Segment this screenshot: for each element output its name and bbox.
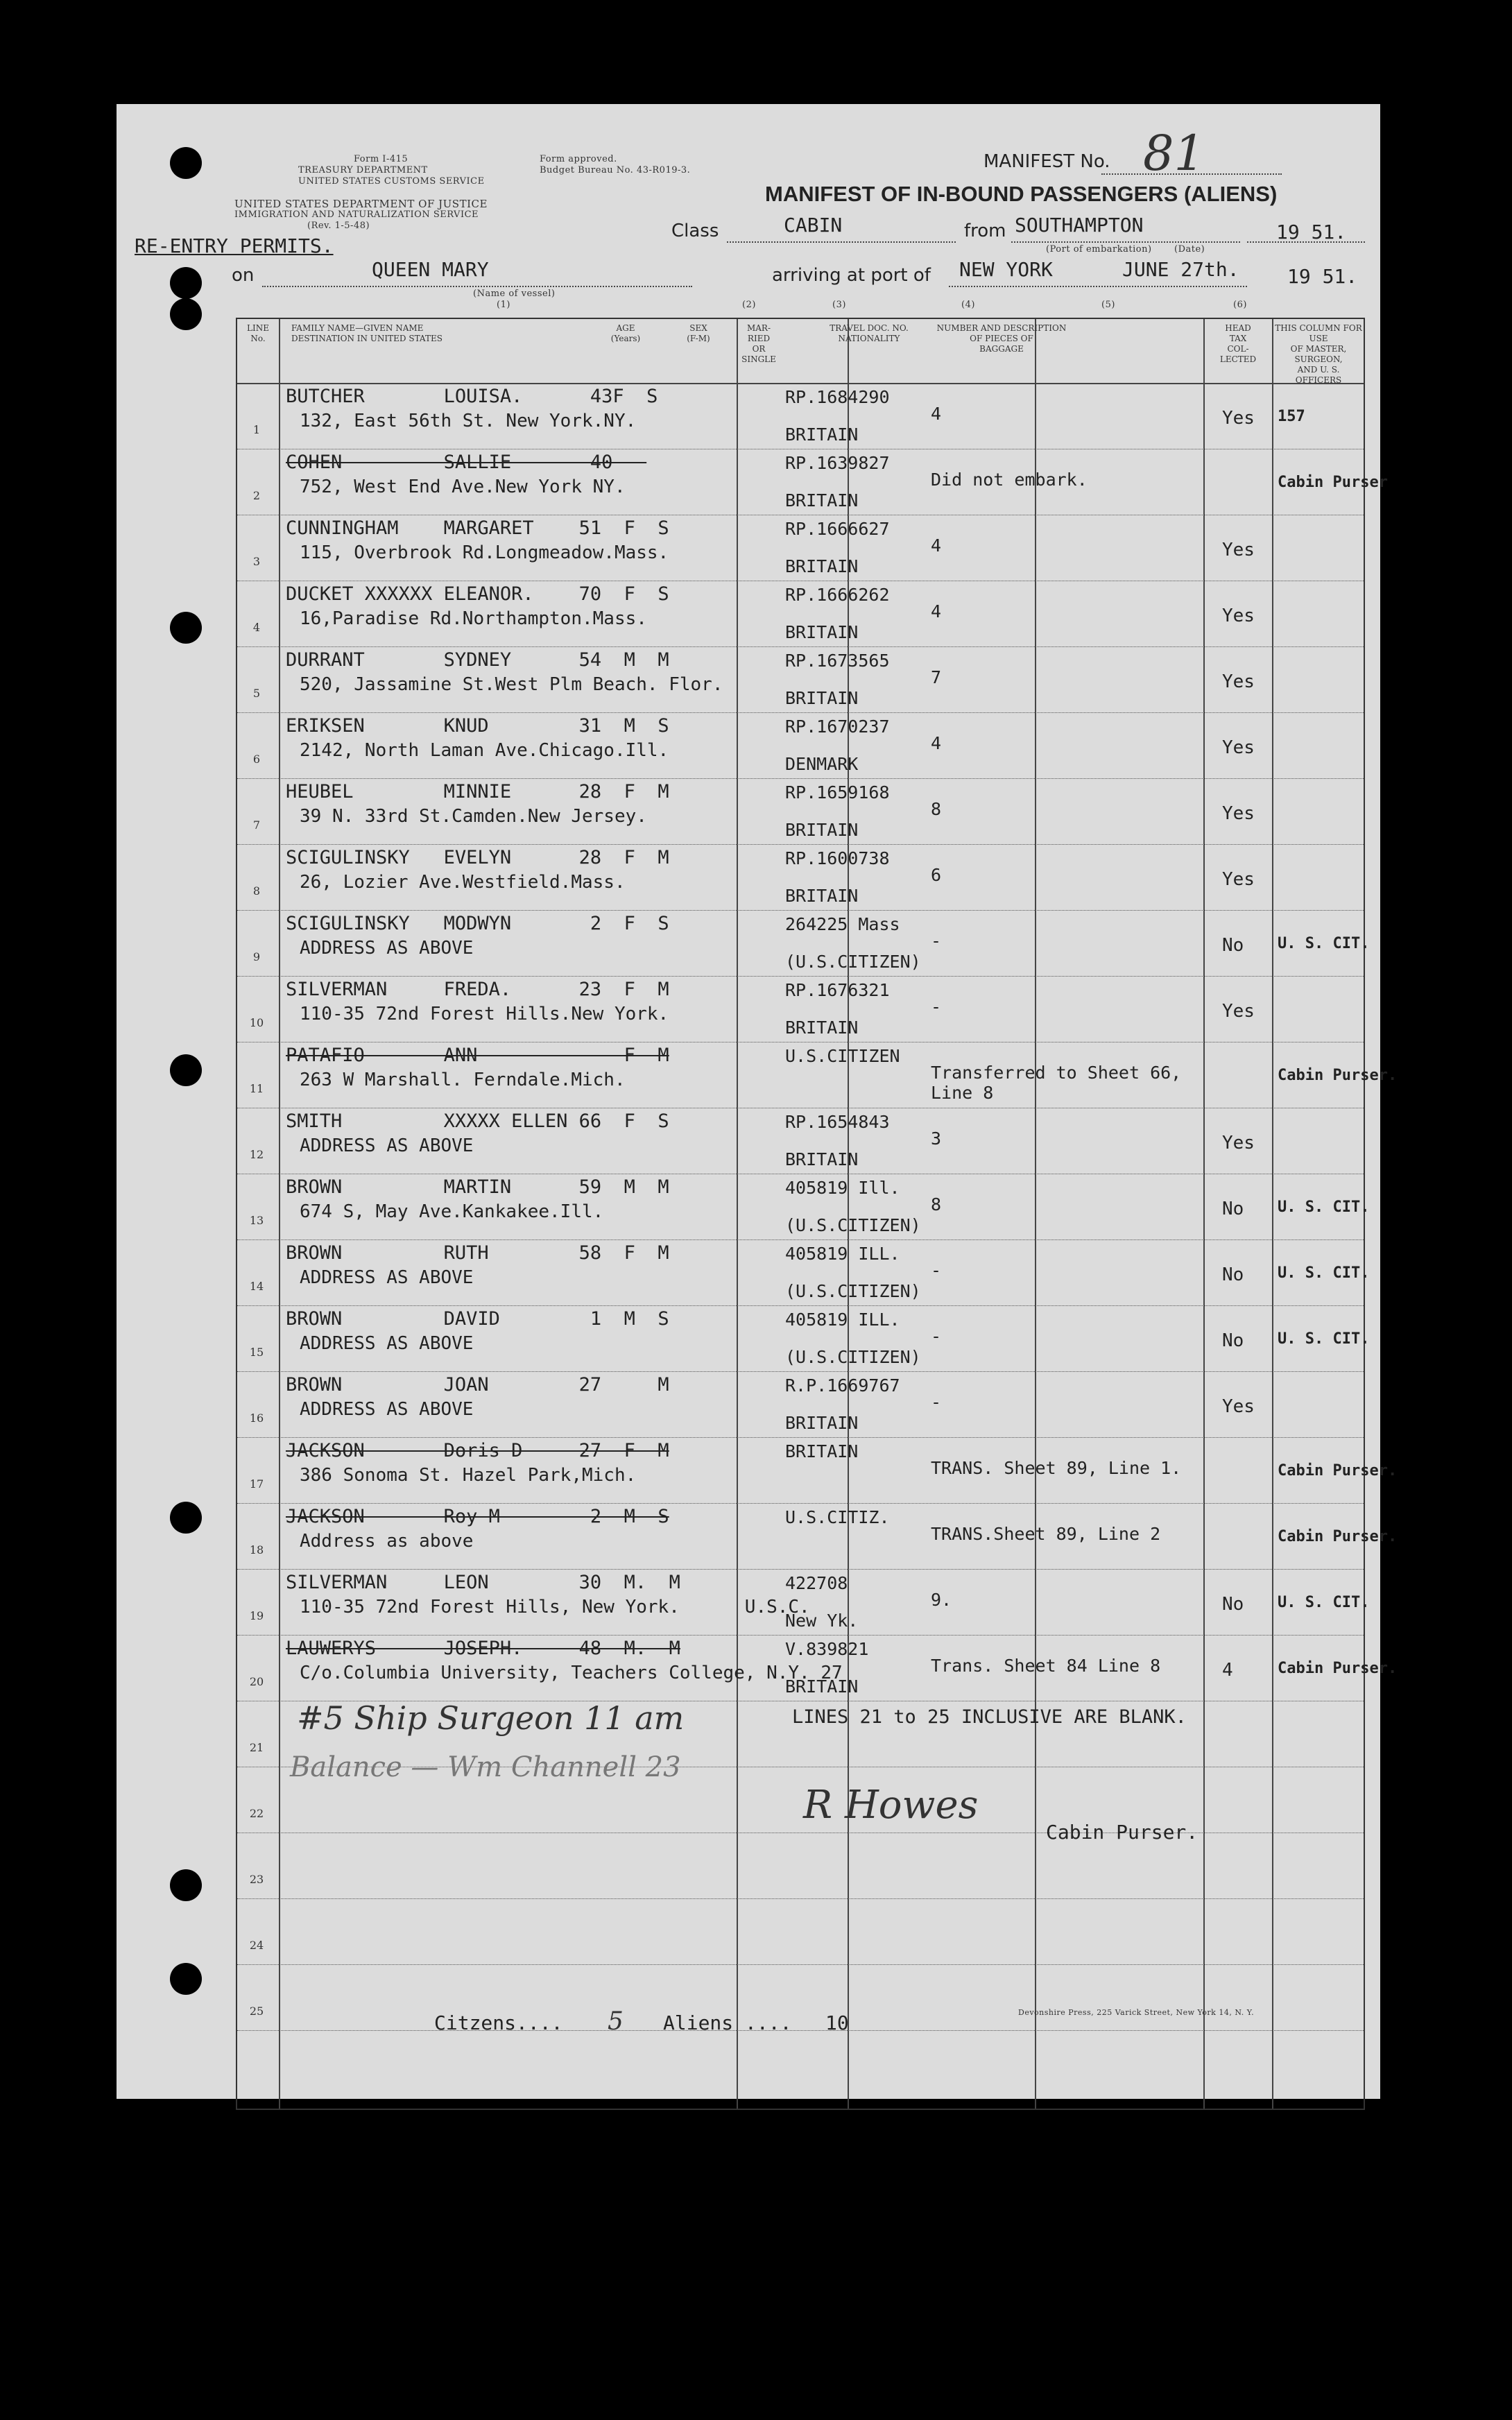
officer-notes: U. S. CIT. — [1278, 1330, 1370, 1348]
col-header-name: FAMILY NAME—GIVEN NAME DESTINATION IN UNITED STATES — [291, 323, 443, 343]
passenger-address: Address as above — [300, 1531, 474, 1552]
passenger-name-line: CUNNINGHAM MARGARET 51 F S — [286, 517, 669, 539]
line-number: 13 — [249, 1214, 264, 1227]
officer-notes: 157 — [1278, 408, 1305, 425]
class-label: Class — [671, 221, 719, 241]
nationality: BRITAIN — [785, 622, 859, 642]
baggage-count: 4 — [931, 733, 942, 753]
passenger-name-line: JACKSON Roy M 2 M S — [286, 1506, 669, 1527]
manifest-number-label: MANIFEST No. — [983, 151, 1110, 172]
nationality: BRITAIN — [785, 556, 859, 576]
passenger-address: 110-35 72nd Forest Hills, New York. U.S.C. — [300, 1597, 810, 1617]
manifest-page — [117, 104, 1398, 2099]
nationality: (U.S.CITIZEN) — [785, 1347, 921, 1367]
travel-doc-number: RP.1654843 — [785, 1112, 890, 1132]
signature-caption: Cabin Purser. — [1046, 1821, 1199, 1844]
passenger-name-line: BROWN DAVID 1 M S — [286, 1308, 669, 1330]
passenger-name-line: DURRANT SYDNEY 54 M M — [286, 649, 669, 671]
passenger-address: ADDRESS AS ABOVE — [300, 1135, 474, 1156]
head-tax: Yes — [1222, 408, 1255, 429]
col-num-2: (2) — [742, 300, 756, 310]
cabin-purser-signature: R Howes — [803, 1783, 979, 1828]
passenger-name-line: BROWN RUTH 58 F M — [286, 1242, 669, 1264]
passenger-name-line: BUTCHER LOUISA. 43F S — [286, 386, 658, 407]
passenger-name-line: LAUWERYS JOSEPH. 48 M. M — [286, 1638, 680, 1659]
passenger-address: ADDRESS AS ABOVE — [300, 1267, 474, 1288]
baggage-count: - — [931, 1260, 942, 1280]
col-header-head-tax: HEAD TAX COL- LECTED — [1219, 323, 1257, 364]
travel-doc-number: RP.1600738 — [785, 848, 890, 868]
officer-notes: Cabin Purser. — [1278, 1660, 1398, 1677]
nationality: BRITAIN — [785, 424, 859, 445]
line-number: 1 — [252, 423, 261, 436]
line-number: 25 — [249, 2005, 264, 2018]
col-num-1: (1) — [497, 300, 510, 310]
immigration-service: IMMIGRATION AND NATURALIZATION SERVICE — [234, 209, 479, 220]
head-tax: Yes — [1222, 1133, 1255, 1153]
passenger-address: 115, Overbrook Rd.Longmeadow.Mass. — [300, 542, 669, 563]
passenger-name-line: BROWN JOAN 27 M — [286, 1374, 669, 1396]
col-header-sex: SEX (F-M) — [687, 323, 710, 343]
line-number: 7 — [252, 818, 261, 832]
travel-doc-number: 405819 ILL. — [785, 1310, 900, 1330]
officer-notes: Cabin Purser. — [1278, 1462, 1398, 1479]
baggage-count: 7 — [931, 667, 942, 687]
passenger-address: 16,Paradise Rd.Northampton.Mass. — [300, 608, 647, 629]
travel-doc-number: U.S.CITIZEN — [785, 1046, 900, 1066]
baggage-count: - — [931, 1392, 942, 1412]
passenger-address: 2142, North Laman Ave.Chicago.Ill. — [300, 740, 669, 761]
nationality: (U.S.CITIZEN) — [785, 1281, 921, 1301]
travel-doc-number: V.839821 — [785, 1639, 869, 1659]
binder-hole — [170, 612, 202, 644]
col-num-4: (4) — [961, 300, 975, 310]
line-number: 15 — [249, 1346, 264, 1359]
passenger-address: 263 W Marshall. Ferndale.Mich. — [300, 1070, 626, 1090]
head-tax: No — [1222, 1594, 1244, 1615]
binder-hole — [170, 1963, 202, 1995]
baggage-count: Trans. Sheet 84 Line 8 — [931, 1656, 1161, 1676]
line-number: 12 — [249, 1148, 264, 1161]
passenger-address: ADDRESS AS ABOVE — [300, 1399, 474, 1420]
blank-lines-note: LINES 21 to 25 INCLUSIVE ARE BLANK. — [792, 1706, 1187, 1728]
line-number: 19 — [249, 1609, 264, 1622]
nationality: DENMARK — [785, 754, 859, 774]
line-number: 21 — [249, 1741, 264, 1754]
officer-notes: Cabin Purser. — [1278, 1528, 1398, 1545]
head-tax: Yes — [1222, 1396, 1255, 1417]
baggage-count: 8 — [931, 799, 942, 819]
officer-notes: U. S. CIT. — [1278, 935, 1370, 952]
baggage-count: - — [931, 931, 942, 951]
head-tax: Yes — [1222, 803, 1255, 824]
baggage-count: 6 — [931, 865, 942, 885]
travel-doc-number: BRITAIN — [785, 1441, 859, 1461]
date-caption: (Date) — [1174, 244, 1205, 255]
officer-notes: U. S. CIT. — [1278, 1594, 1370, 1611]
col-header-married: MAR- RIED OR SINGLE — [741, 323, 776, 364]
line-number: 3 — [252, 555, 261, 568]
aliens-count: 10 — [825, 2011, 849, 2034]
form-revision: (Rev. 1-5-48) — [307, 221, 370, 231]
nationality: BRITAIN — [785, 1676, 859, 1697]
col-header-baggage: NUMBER AND DESCRIPTION OF PIECES OF BAGGAGE — [936, 323, 1067, 354]
line-number: 11 — [249, 1082, 264, 1095]
col-num-5: (5) — [1101, 300, 1115, 310]
line-number: 14 — [249, 1280, 264, 1293]
nationality: BRITAIN — [785, 1413, 859, 1433]
manifest-title: MANIFEST OF IN-BOUND PASSENGERS (ALIENS) — [765, 182, 1278, 206]
line-number: 24 — [249, 1939, 264, 1952]
line-number: 9 — [252, 950, 261, 963]
justice-dept: UNITED STATES DEPARTMENT OF JUSTICE — [234, 198, 488, 210]
arriving-label: arriving at port of — [772, 265, 931, 286]
head-tax: No — [1222, 1330, 1244, 1351]
passenger-name-line: SILVERMAN FREDA. 23 F M — [286, 979, 669, 1000]
travel-doc-number: 264225 Mass — [785, 914, 900, 934]
passenger-address: 674 S, May Ave.Kankakee.Ill. — [300, 1201, 604, 1222]
nationality: BRITAIN — [785, 886, 859, 906]
passenger-address: 110-35 72nd Forest Hills.New York. — [300, 1004, 669, 1024]
officer-notes: U. S. CIT. — [1278, 1264, 1370, 1282]
travel-doc-number: RP.1659168 — [785, 782, 890, 803]
baggage-count: 4 — [931, 535, 942, 556]
passenger-address: 386 Sonoma St. Hazel Park,Mich. — [300, 1465, 637, 1486]
travel-doc-number: RP.1676321 — [785, 980, 890, 1000]
baggage-count: - — [931, 997, 942, 1017]
binder-hole — [170, 147, 202, 179]
line-number: 5 — [252, 687, 261, 700]
line-number: 8 — [252, 884, 261, 898]
passenger-address: 132, East 56th St. New York.NY. — [300, 411, 637, 431]
port-of-embarkation: SOUTHAMPTON — [1015, 214, 1144, 237]
surgeon-note: #5 Ship Surgeon 11 am — [297, 1699, 685, 1737]
line-number: 18 — [249, 1543, 264, 1556]
baggage-count: 3 — [931, 1129, 942, 1149]
passenger-address: 752, West End Ave.New York NY. — [300, 477, 626, 497]
head-tax: Yes — [1222, 1001, 1255, 1022]
baggage-count: 8 — [931, 1194, 942, 1215]
manifest-number: 81 — [1143, 125, 1205, 182]
budget-bureau: Budget Bureau No. 43-R019-3. — [540, 165, 691, 175]
passenger-address: ADDRESS AS ABOVE — [300, 1333, 474, 1354]
travel-doc-number: RP.1673565 — [785, 651, 890, 671]
balance-note: Balance — Wm Channell 23 — [290, 1751, 681, 1783]
aliens-label: Aliens .... — [663, 2011, 792, 2034]
form-id: Form I-415 — [354, 154, 409, 164]
binder-hole — [170, 298, 202, 330]
line-number: 20 — [249, 1675, 264, 1688]
col-num-6: (6) — [1233, 300, 1247, 310]
travel-doc-number: R.P.1669767 — [785, 1375, 900, 1396]
nationality: BRITAIN — [785, 820, 859, 840]
officer-notes: Cabin Purser. — [1278, 1067, 1398, 1084]
class-value: CABIN — [784, 214, 843, 237]
passenger-name-line: COHEN SALLIE 40 — [286, 452, 647, 473]
head-tax: Yes — [1222, 737, 1255, 758]
travel-doc-number: RP.1639827 — [785, 453, 890, 473]
binder-hole — [170, 1502, 202, 1534]
head-tax: Yes — [1222, 869, 1255, 890]
passenger-name-line: BROWN MARTIN 59 M M — [286, 1176, 669, 1198]
col-header-age: AGE (Years) — [610, 323, 641, 343]
baggage-count: TRANS.Sheet 89, Line 2 — [931, 1524, 1161, 1544]
passenger-name-line: SCIGULINSKY EVELYN 28 F M — [286, 847, 669, 868]
passenger-address: 520, Jassamine St.West Plm Beach. Flor. — [300, 674, 723, 695]
line-number: 2 — [252, 489, 261, 502]
nationality: New Yk. — [785, 1611, 859, 1631]
officer-notes: Cabin Purser — [1278, 474, 1388, 491]
head-tax: No — [1222, 1264, 1244, 1285]
line-number: 4 — [252, 621, 261, 634]
form-approved: Form approved. — [540, 154, 617, 164]
line-number: 10 — [249, 1016, 264, 1029]
travel-doc-number: RP.1684290 — [785, 387, 890, 407]
binder-hole — [170, 267, 202, 299]
officer-notes: U. S. CIT. — [1278, 1199, 1370, 1216]
on-label: on — [232, 265, 255, 286]
from-label: from — [964, 221, 1006, 241]
travel-doc-number: U.S.CITIZ. — [785, 1507, 890, 1527]
nationality: (U.S.CITIZEN) — [785, 1215, 921, 1235]
vessel-name: QUEEN MARY — [372, 258, 489, 281]
passenger-address: ADDRESS AS ABOVE — [300, 938, 474, 959]
baggage-count: 4 — [931, 601, 942, 621]
passenger-name-line: DUCKET XXXXXX ELEANOR. 70 F S — [286, 583, 669, 605]
passenger-name-line: JACKSON Doris D 27 F M — [286, 1440, 669, 1461]
baggage-count: 4 — [931, 404, 942, 424]
binder-hole — [170, 1869, 202, 1901]
reentry-permits: RE-ENTRY PERMITS. — [135, 234, 334, 257]
col-header-officers: THIS COLUMN FOR USE OF MASTER, SURGEON, AND U. S. OFFICERS — [1275, 323, 1362, 385]
travel-doc-number: 405819 ILL. — [785, 1244, 900, 1264]
port-embark-caption: (Port of embarkation) — [1046, 244, 1152, 255]
citizens-count: 5 — [608, 2007, 624, 2036]
embark-year: 19 51. — [1276, 221, 1347, 243]
baggage-count: Transferred to Sheet 66, Line 8 — [931, 1063, 1182, 1103]
nationality: (U.S.CITIZEN) — [785, 952, 921, 972]
baggage-count: 9. — [931, 1590, 952, 1610]
line-number: 22 — [249, 1807, 264, 1820]
passenger-address: C/o.Columbia University, Teachers College, N.Y. 27 — [300, 1663, 843, 1683]
travel-doc-number: RP.1670237 — [785, 716, 890, 737]
line-number: 23 — [249, 1873, 264, 1886]
passenger-name-line: SILVERMAN LEON 30 M. M — [286, 1572, 680, 1593]
citizens-label: Citzens.... — [434, 2011, 563, 2034]
col-header-travel-doc: TRAVEL DOC. NO. NATIONALITY — [830, 323, 909, 343]
travel-doc-number: 422708 — [785, 1573, 848, 1593]
travel-doc-number: RP.1666627 — [785, 519, 890, 539]
travel-doc-number: 405819 Ill. — [785, 1178, 900, 1198]
nationality: BRITAIN — [785, 688, 859, 708]
line-number: 6 — [252, 753, 261, 766]
baggage-count: TRANS. Sheet 89, Line 1. — [931, 1458, 1182, 1478]
passenger-address: 39 N. 33rd St.Camden.New Jersey. — [300, 806, 647, 827]
head-tax: No — [1222, 1199, 1244, 1219]
col-header-line: LINE No. — [247, 323, 269, 343]
customs-service: UNITED STATES CUSTOMS SERVICE — [298, 176, 485, 187]
nationality: BRITAIN — [785, 1149, 859, 1169]
passenger-name-line: PATAFIO ANN F M — [286, 1045, 669, 1066]
passenger-name-line: ERIKSEN KNUD 31 M S — [286, 715, 669, 737]
vessel-caption: (Name of vessel) — [473, 289, 556, 299]
arrival-year: 19 51. — [1287, 265, 1358, 288]
passenger-name-line: SMITH XXXXX ELLEN 66 F S — [286, 1110, 669, 1132]
baggage-count: Did not embark. — [931, 470, 1088, 490]
passenger-name-line: SCIGULINSKY MODWYN 2 F S — [286, 913, 669, 934]
line-number: 16 — [249, 1411, 264, 1425]
head-tax: Yes — [1222, 671, 1255, 692]
treasury-dept: TREASURY DEPARTMENT — [298, 165, 428, 175]
nationality: BRITAIN — [785, 1018, 859, 1038]
baggage-count: - — [931, 1326, 942, 1346]
passenger-name-line: HEUBEL MINNIE 28 F M — [286, 781, 669, 803]
col-num-3: (3) — [832, 300, 846, 310]
travel-doc-number: RP.1666262 — [785, 585, 890, 605]
head-tax: Yes — [1222, 540, 1255, 560]
head-tax: Yes — [1222, 606, 1255, 626]
head-tax: No — [1222, 935, 1244, 956]
line-number: 17 — [249, 1477, 264, 1491]
passenger-address: 26, Lozier Ave.Westfield.Mass. — [300, 872, 626, 893]
printer-imprint: Devonshire Press, 225 Varick Street, New York 14, N. Y. — [1018, 2008, 1255, 2017]
binder-hole — [170, 1054, 202, 1086]
nationality: BRITAIN — [785, 490, 859, 510]
arrival-date: JUNE 27th. — [1122, 258, 1239, 281]
head-tax: 4 — [1222, 1660, 1233, 1681]
port-of-arrival: NEW YORK — [959, 258, 1053, 281]
